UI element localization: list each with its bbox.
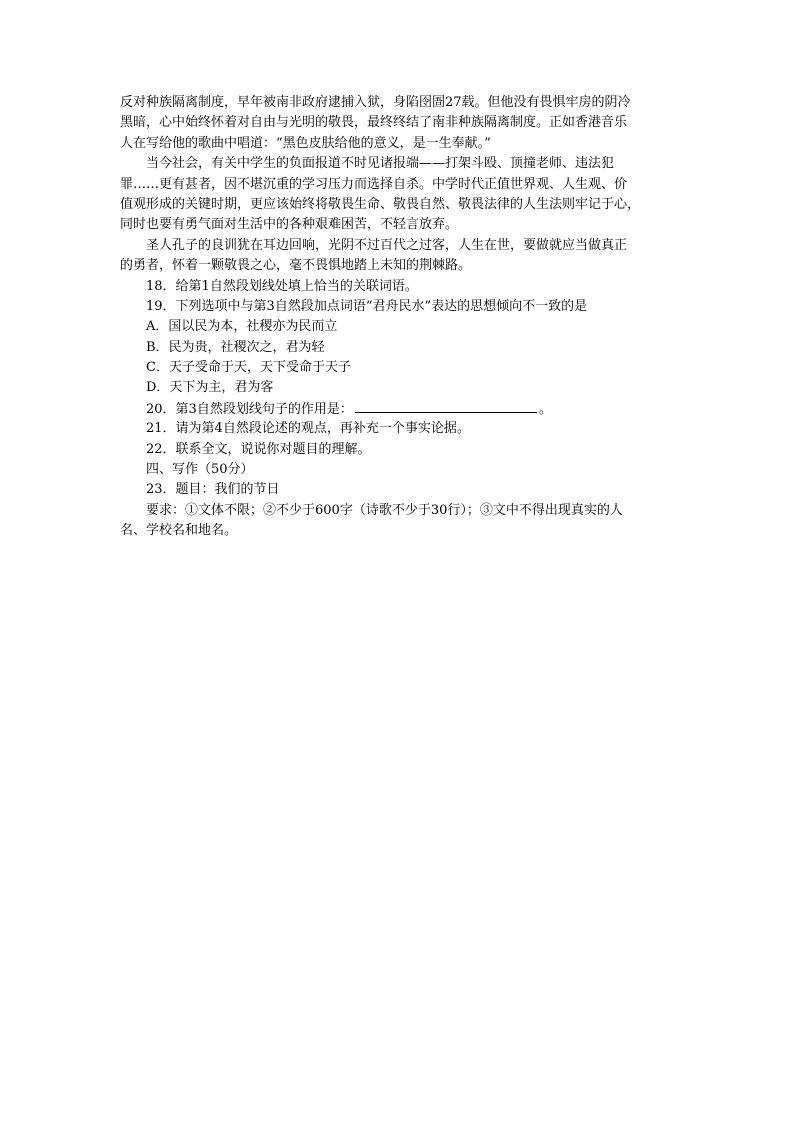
exam-page	[120, 93, 680, 542]
p2-line-4: 同时也要有勇气面对生活中的各种艰难困苦，不轻言放弃。	[120, 217, 459, 233]
requirements-line-2: 名、学校名和地名。	[120, 523, 238, 539]
question-20	[120, 399, 680, 419]
p1-line-3: 人在写给他的歌曲中唱道：“黑色皮肤给他的意义，是一生奉献。”	[120, 135, 491, 151]
question-18: 18．给第1自然段划线处填上恰当的关联词语。	[146, 278, 418, 294]
question-19: 19．下列选项中与第3自然段加点词语“君舟民水”表达的思想倾向不一致的是	[146, 298, 588, 314]
question-23: 23．题目：我们的节日	[146, 482, 280, 498]
p1-line-2: 黑暗，心中始终怀着对自由与光明的敬畏，最终终结了南非种族隔离制度。正如香港音乐	[120, 115, 628, 131]
q19-option-b: B．民为贵，社稷次之，君为轻	[146, 339, 325, 355]
p1-line-1: 反对种族隔离制度，早年被南非政府逮捕入狱，身陷囹圄27载。但他没有畏惧牢房的阴冷	[120, 95, 631, 110]
question-21: 21．请为第4自然段论述的观点，再补充一个事实论据。	[146, 421, 470, 437]
p2-line-2: 罪……更有甚者，因不堪沉重的学习压力而选择自杀。中学时代正值世界观、人生观、价	[120, 176, 628, 192]
question-22: 22．联系全文，说说你对题目的理解。	[146, 441, 371, 457]
q20-prefix: 20．第3自然段划线句子的作用是：	[146, 401, 353, 417]
p2-line-3: 值观形成的关键时期，更应该始终将敬畏生命、敬畏自然、敬畏法律的人生法则牢记于心，	[120, 196, 641, 212]
section-4-heading: 四、写作（50分）	[146, 462, 254, 478]
p3-line-1: 圣人孔子的良训犹在耳边回响，光阴不过百代之过客，人生在世，要做就应当做真正	[146, 237, 628, 253]
answer-blank[interactable]	[355, 399, 537, 413]
q19-option-d: D．天下为主，君为客	[146, 380, 274, 396]
q19-option-a: A．国以民为本，社稷亦为民而立	[146, 319, 338, 335]
p2-line-1: 当今社会，有关中学生的负面报道不时见诸报端——打架斗殴、顶撞老师、违法犯	[146, 156, 615, 172]
p3-line-2: 的勇者，怀着一颗敬畏之心，毫不畏惧地踏上未知的荆棘路。	[120, 258, 472, 274]
q19-option-c: C．天子受命于天，天下受命于天子	[146, 360, 351, 376]
requirements-line-1: 要求：①文体不限；②不少于600字（诗歌不少于30行）；③文中不得出现真实的人	[146, 502, 623, 518]
q20-suffix: 。	[538, 401, 552, 417]
